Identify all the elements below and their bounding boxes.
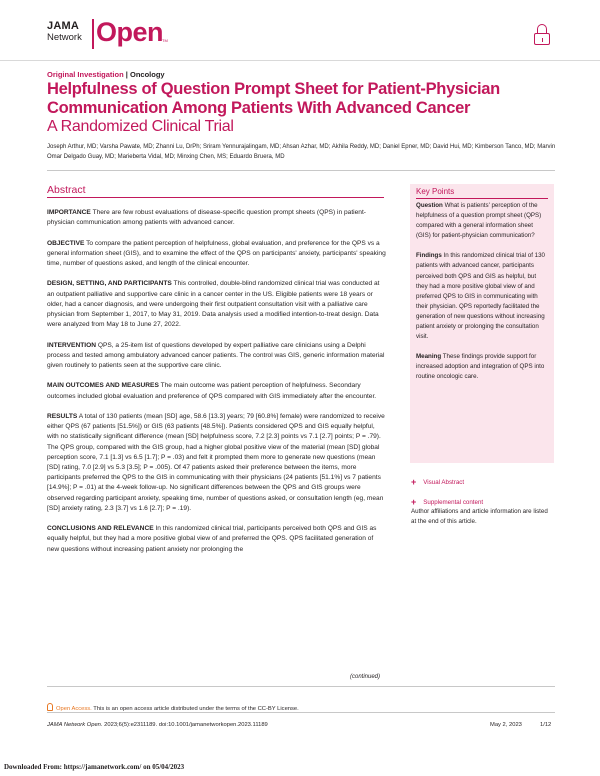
category-type: Original Investigation bbox=[47, 70, 124, 79]
open-access-lock-icon bbox=[534, 24, 550, 46]
logo-open: Open bbox=[96, 17, 164, 47]
footer-rule bbox=[47, 686, 555, 687]
plus-icon: + bbox=[411, 497, 417, 507]
affiliations-note: Author affiliations and article information are listed at the end of this article. bbox=[411, 508, 548, 525]
open-access-label: Open Access. bbox=[56, 706, 92, 712]
open-access-text: This is an open access article distributed under the terms of the CC-BY License. bbox=[93, 706, 299, 712]
category-separator: | bbox=[125, 70, 128, 79]
abstract-rule bbox=[47, 197, 384, 198]
supplemental-content-link[interactable]: + Supplemental content bbox=[411, 497, 484, 507]
key-points-findings: Findings In this randomized clinical trial of 130 patients with advanced cancer, participants perceived both QPS and GIS as helpful, but they had a more positive global view of and preferred QPS to GIS in communicating with their physician. QPS reportedly facilitated the generation of new questions without increasing patient anxiety or prolonging the consultation visit. bbox=[416, 252, 545, 341]
abstract-design: DESIGN, SETTING, AND PARTICIPANTS This controlled, double-blind randomized clinical trial was conducted at an outpatient palliative and supportive care clinic in a cancer center in the US. Eligible patients were 18 years or older, had a cancer diagnosis, and were undergoing their first outpatient consultation visit with a palliative care physician from September 1, 2017, to May 31, 2019. Data analysis used a modified intention-to-treat design. Data were analyzed from May 18 to June 27, 2022. bbox=[47, 280, 380, 329]
key-points-body bbox=[416, 201, 549, 393]
logo-network: Network bbox=[47, 32, 82, 43]
download-stamp: Downloaded From: https://jamanetwork.com/ on 05/04/2023 bbox=[4, 763, 185, 771]
logo-trademark: TM bbox=[162, 38, 168, 43]
header-rule bbox=[0, 60, 600, 61]
abstract-importance: IMPORTANCE There are few robust evaluations of disease-specific question prompt sheets (QPS) in patient-physician communication among patients with advanced cancer. bbox=[47, 209, 366, 227]
article-title: Helpfulness of Question Prompt Sheet for Patient-Physician Communication Among Patients With Advanced Cancer bbox=[47, 80, 500, 117]
footer-rule-2 bbox=[47, 712, 555, 713]
logo-divider bbox=[92, 19, 94, 49]
key-points-rule bbox=[416, 198, 548, 199]
journal-citation: JAMA Network Open. 2023;6(5):e2311189. doi:10.1001/jamanetworkopen.2023.11189 bbox=[47, 722, 268, 728]
open-access-line bbox=[47, 703, 299, 712]
key-points-meaning: Meaning These findings provide support for increased adoption and integration of QPS into routine oncologic care. bbox=[416, 353, 545, 381]
key-points-question: Question What is patients' perception of the helpfulness of a question prompt sheet (QPS) compared with a general information sheet (GIS) for patient-physician communication? bbox=[416, 202, 542, 240]
open-access-icon bbox=[47, 703, 53, 711]
page-number: 1/12 bbox=[540, 722, 552, 728]
abstract-conclusions: CONCLUSIONS AND RELEVANCE In this randomized clinical trial, participants perceived both QPS and GIS as equally helpful, but they had a more positive global view of and preferred the QPS. QPS facilitated generation of new questions without increasing patient anxiety nor prolonging the bbox=[47, 525, 377, 553]
key-points-heading: Key Points bbox=[416, 187, 455, 196]
abstract-objective: OBJECTIVE To compare the patient perception of helpfulness, global evaluation, and preference for the QPS vs a general information sheet (GIS), and to examine the effect of the QPS on participants' anxiety, participants' speaking time, number of questions asked, and length of the clinical encounter. bbox=[47, 239, 386, 267]
article-category bbox=[47, 70, 165, 80]
abstract-results: RESULTS A total of 130 patients (mean [SD] age, 58.6 [13.3] years; 79 [60.8%] female) were randomized to receive either QPS (67 patients [51.5%]) or GIS (63 patients [48.5%]). Patients considered QPS and GIS equally helpful, with no statistically significant difference (mean [SD] helpfulness score, 7.2 [2.3] points vs 7.1 [2.7] points; P = .79). The QPS group, compared with the GIS group, had a higher global positive view of the material (mean [SD] global perception score, 7.1 [1.3] vs 6.5 [1.7]; P = .03) and felt it prompted them more to generate new questions (mean [SD] rating, 7.0 [2.9] vs 5.3 [3.5]; P = .005). Of 47 patients asked their preference between the items, more participants preferred the QPS to the GIS in communicating with their physicians (24 patients [51.1%] vs 7 patients [14.9%]; P = .01) at the 4-week follow-up. No significant differences between the QPS and GIS groups were observed regarding participant anxiety, speaking time, number of questions asked, or consultation length (eg, mean [SD] anxiety rating, 2.3 [3.7] vs 1.6 [2.7]; P = .19). bbox=[47, 412, 385, 512]
logo-jama: JAMA bbox=[47, 20, 79, 32]
continued-note: (continued) bbox=[350, 674, 381, 680]
author-list: Joseph Arthur, MD; Varsha Pawate, MD; Zhanni Lu, DrPh; Sriram Yennurajalingam, MD; Ahsan Azhar, MD; Akhila Reddy, MD; Daniel Epner, MD; David Hui, MD; Kimberson Tanco, MD; Marvin Omar Delgado Guay, MD; Marieberta Vidal, MD; Minxing Chen, MS; Eduardo Bruera, MD bbox=[47, 144, 556, 160]
side-links bbox=[411, 472, 483, 512]
authors-rule bbox=[47, 170, 555, 171]
article-subtitle: A Randomized Clinical Trial bbox=[47, 118, 234, 135]
publication-date: May 2, 2023 bbox=[490, 722, 522, 728]
abstract-body bbox=[47, 208, 387, 565]
abstract-intervention: INTERVENTION QPS, a 25-item list of questions developed by expert palliative care clinicians using a Delphi process and tested among ambulatory advanced cancer patients. The control was GIS, generic information material given routinely to patients seen at the supportive care clinic. bbox=[47, 341, 385, 369]
visual-abstract-link[interactable]: + Visual Abstract bbox=[411, 477, 465, 487]
category-topic: Oncology bbox=[129, 70, 165, 79]
abstract-heading: Abstract bbox=[47, 184, 86, 196]
abstract-outcomes: MAIN OUTCOMES AND MEASURES The main outcome was patient perception of helpfulness. Secondary outcomes included global evaluation and preference of QPS compared with GIS immediately after the encounter. bbox=[47, 382, 377, 400]
plus-icon: + bbox=[411, 477, 417, 487]
